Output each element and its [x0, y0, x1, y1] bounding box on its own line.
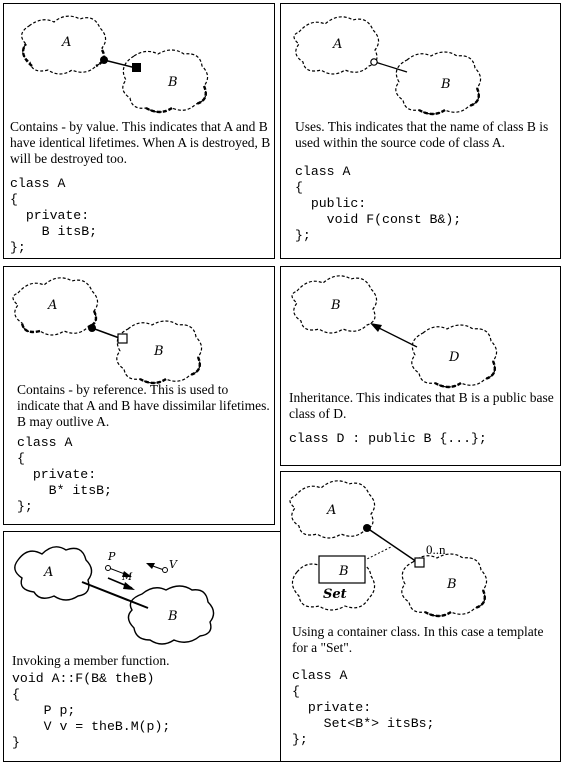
return-circle	[163, 568, 168, 573]
class-a-label: A	[48, 298, 58, 313]
class-a-label: A	[333, 37, 343, 52]
filled-circle-end	[100, 56, 108, 64]
description-text: Contains - by reference. This is used to indicate that A and B have dissimilar lifetimes. B may outlive A.	[17, 382, 270, 429]
derived-class-label: D	[449, 350, 460, 365]
code-sample: class A { public: void F(const B&); };	[295, 164, 462, 243]
panel-contains-by-reference	[3, 266, 275, 525]
return-label: V	[169, 558, 177, 571]
description-text: Inheritance. This indicates that B is a public base class of D.	[289, 390, 554, 421]
code-sample: class A { private: B itsB; };	[10, 176, 98, 255]
panel-inheritance	[280, 266, 561, 466]
method-label: M	[122, 572, 133, 583]
class-b-label: B	[441, 77, 451, 92]
class-a-label: A	[62, 35, 72, 50]
inheritance-arrowhead	[370, 323, 382, 332]
container-name-label: Set	[323, 587, 347, 602]
open-square-end	[118, 334, 127, 343]
class-b-cloud	[123, 50, 208, 112]
filled-square-end	[132, 63, 141, 72]
container-element-label: B	[339, 564, 349, 579]
description-text: Invoking a member function.	[12, 653, 170, 668]
panel-container-class	[280, 471, 561, 762]
panel-uses	[280, 3, 561, 259]
description-text: Using a container class. In this case a template for a "Set".	[292, 624, 544, 655]
parameter-circle	[106, 566, 111, 571]
code-sample: class A { private: Set<B*> itsBs; };	[292, 668, 435, 747]
open-square-end	[415, 558, 424, 567]
description-text: Uses. This indicates that the name of class B is used within the source code of class A.	[295, 119, 549, 150]
base-class-label: B	[331, 298, 341, 313]
filled-circle-end	[363, 524, 371, 532]
panel-contains-by-value	[3, 3, 275, 259]
panel-invoking-member-function	[3, 531, 302, 762]
parameter-label: P	[108, 550, 116, 563]
open-circle-end	[371, 59, 377, 65]
class-b-label: B	[154, 344, 164, 359]
code-sample: void A::F(B& theB) { P p; V v = theB.M(p); }	[12, 671, 171, 750]
filled-circle-end	[88, 324, 96, 332]
description-text: Contains - by value. This indicates that A and B have identical lifetimes. When A is destroyed, B will be destroyed too.	[10, 119, 271, 166]
class-b-cloud	[396, 52, 481, 114]
class-b-label: B	[168, 75, 178, 90]
message-arrowhead	[123, 582, 135, 590]
aggregation-line	[367, 528, 417, 562]
class-b-label: B	[168, 609, 178, 624]
code-sample: class D : public B {...};	[289, 431, 487, 446]
code-sample: class A { private: B* itsB; };	[17, 435, 112, 514]
class-a-label: A	[327, 503, 337, 518]
multiplicity-label: 0..n	[426, 542, 446, 557]
class-a-label: A	[44, 565, 54, 580]
class-b-label: B	[447, 577, 457, 592]
